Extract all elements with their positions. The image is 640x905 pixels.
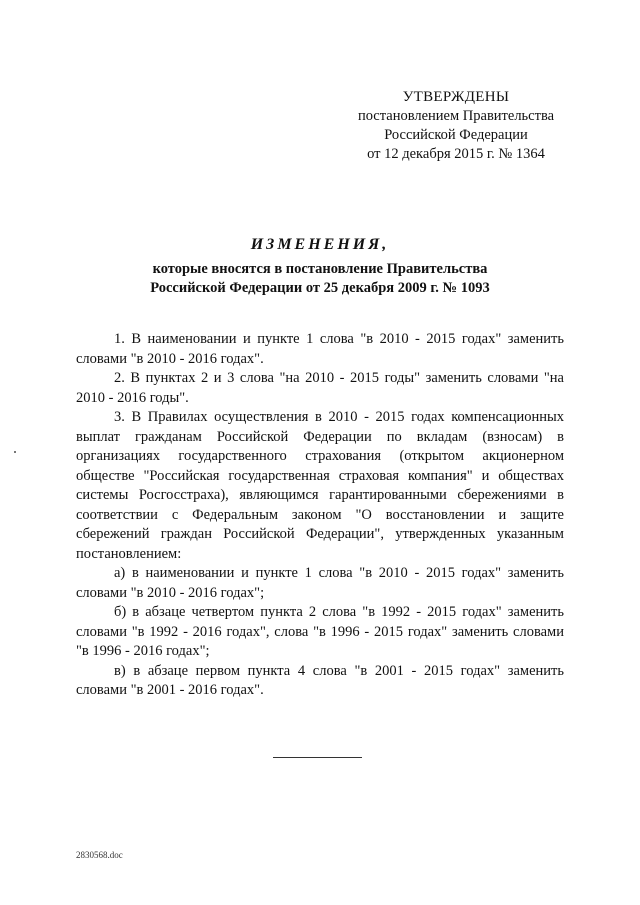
end-divider [273, 757, 362, 758]
document-body [76, 330, 564, 701]
paragraph-subitem-b: б) в абзаце четвертом пункта 2 слова "в 1992 - 2015 годах" заменить словами "в 1992 - 2016 годах", слова "в 1996 - 2015 годах" заменить словами "в 1996 - 2016 годах"; [76, 604, 564, 659]
approval-block [340, 88, 572, 164]
subtitle-line: которые вносятся в постановление Правительства [152, 261, 488, 277]
document-title: ИЗМЕНЕНИЯ, [250, 236, 390, 253]
approval-date-number: от 12 декабря 2015 г. № 1364 [367, 146, 545, 162]
subtitle-line: Российской Федерации от 25 декабря 2009 г. № 1093 [150, 280, 490, 296]
document-subtitle [0, 260, 640, 298]
document-file-code: 2830568.doc [76, 850, 123, 860]
paragraph-subitem-v: в) в абзаце первом пункта 4 слова "в 2001 - 2015 годах" заменить словами "в 2001 - 2016 годах". [76, 662, 564, 698]
approval-heading: УТВЕРЖДЕНЫ [402, 89, 510, 105]
paragraph-item-3: 3. В Правилах осуществления в 2010 - 2015 годах компенсационных выплат гражданам Российской Федерации по вкладам (взносам) в организациях государственного страхования (открытом акционерном обществе "Российская государственная страховая компания" и обществах системы Росгосстраха), являющимся гарантированными сбережениями в соответствии с Федеральным законом "О восстановлении и защите сбережений граждан Российской Федерации", утвержденных указанным постановлением: [76, 409, 564, 562]
scan-speck [14, 451, 16, 453]
paragraph-item-1: 1. В наименовании и пункте 1 слова "в 2010 - 2015 годах" заменить словами "в 2010 - 2016 годах". [76, 331, 564, 367]
approval-line: Российской Федерации [384, 127, 528, 143]
paragraph-subitem-a: а) в наименовании и пункте 1 слова "в 2010 - 2015 годах" заменить словами "в 2010 - 2016 годах"; [76, 565, 564, 601]
paragraph-item-2: 2. В пунктах 2 и 3 слова "на 2010 - 2015 годы" заменить словами "на 2010 - 2016 годы". [76, 370, 564, 406]
approval-line: постановлением Правительства [357, 108, 555, 124]
